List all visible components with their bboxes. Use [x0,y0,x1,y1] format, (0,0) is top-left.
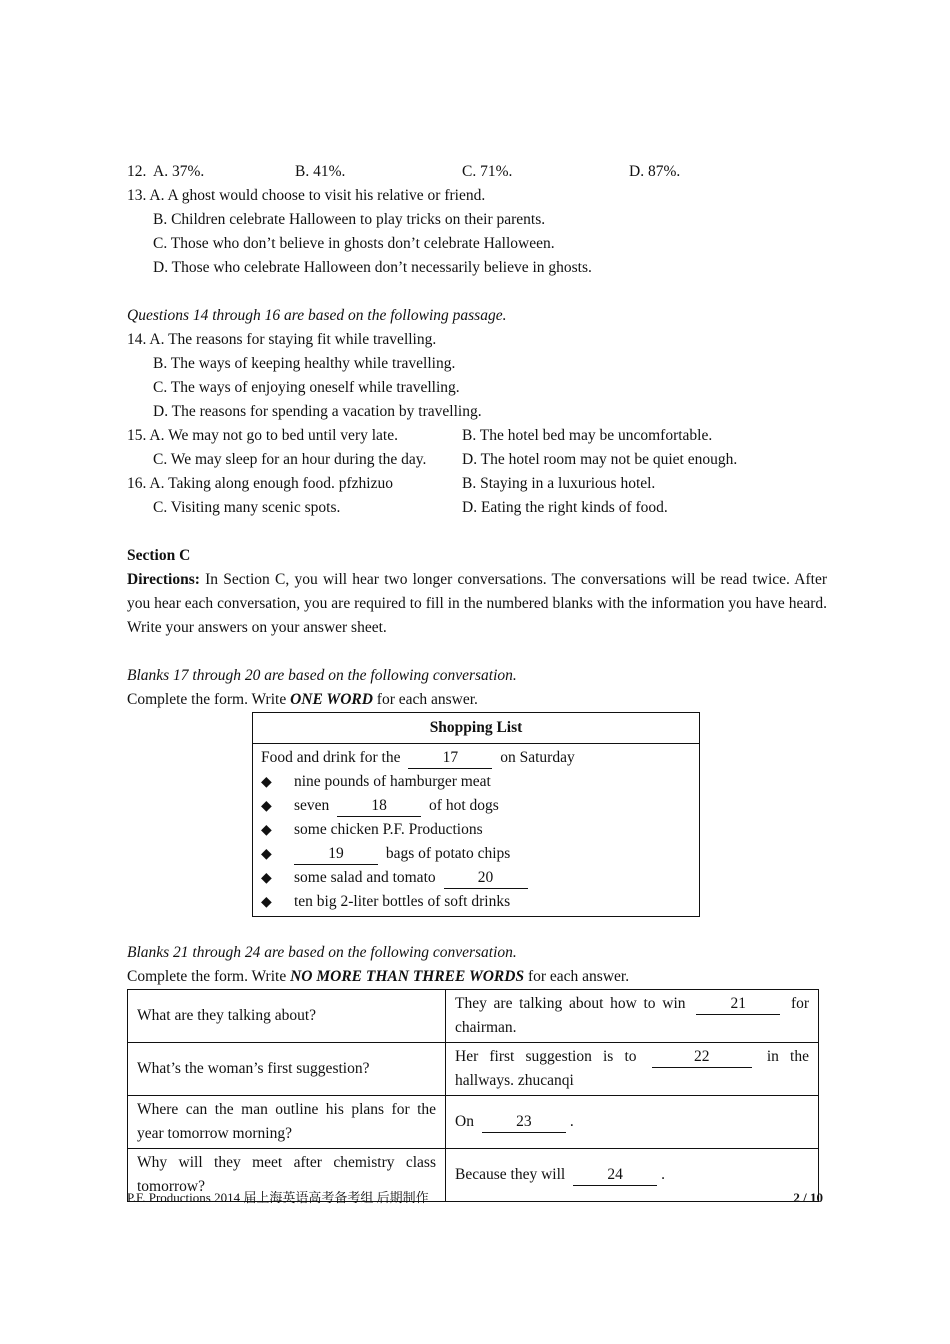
conversation-intro-21-24: Blanks 21 through 24 are based on the following conversation. [127,944,517,961]
option-d: D. 87%. [629,163,681,180]
blank-20: 20 [444,868,528,889]
question-number: 12. [127,163,147,180]
section-c-directions [127,568,827,640]
answer-cell: Her first suggestion is to 22 in the hallways. zhucanqi [446,1043,819,1096]
question-cell: Why will they meet after chemistry class tomorrow? [128,1149,446,1202]
option-b: B. Staying in a luxurious hotel. [462,475,656,492]
blank-24: 24 [573,1165,657,1186]
blank-19: 19 [294,844,378,865]
option-b: B. The hotel bed may be uncomfortable. [462,427,713,444]
blank-18: 18 [337,796,421,817]
form-instruction-17-20: Complete the form. Write ONE WORD for each answer. [127,691,478,708]
table-row [128,1096,819,1149]
shopping-list-table [252,712,700,917]
option-a: A. We may not go to bed until very late. [149,427,398,444]
table-row [128,1043,819,1096]
directions-text: In Section C, you will hear two longer conversations. The conversations will be read twice. After you hear each conversation, you are required to fill in the numbered blanks with the information you have heard. Write your answers on your answer sheet. [127,571,827,636]
bullet-diamond-icon: ◆ [261,799,272,814]
option-d: D. Those who celebrate Halloween don’t necessarily believe in ghosts. [153,259,592,276]
question-number: 15. [127,427,147,444]
exam-page [127,160,827,1202]
option-c: C. We may sleep for an hour during the day. [153,451,427,468]
question-15 [127,424,827,472]
list-item: ◆ some chicken P.F. Productions [261,818,691,842]
qa-form-table [127,989,819,1202]
option-b: B. Children celebrate Halloween to play tricks on their parents. [153,211,546,228]
question-number: 13. [127,187,147,204]
bullet-diamond-icon: ◆ [261,775,272,790]
option-d: D. The reasons for spending a vacation by travelling. [153,403,482,420]
answer-cell: On 23 . [446,1096,819,1149]
option-b: B. 41%. [295,163,346,180]
option-b: B. The ways of keeping healthy while travelling. [153,355,456,372]
option-a: A. 37%. [153,163,205,180]
bullet-diamond-icon: ◆ [261,871,272,886]
question-13 [127,184,827,280]
section-c-title: Section C [127,547,191,564]
option-c: C. The ways of enjoying oneself while travelling. [153,379,460,396]
option-a: A. The reasons for staying fit while travelling. [149,331,437,348]
footer-credit: P.F. Productions 2014 届上海英语高考备考组 后期制作 [127,1190,429,1205]
list-item: ◆ some salad and tomato 20 [261,866,691,890]
question-cell: What are they talking about? [128,990,446,1043]
shopping-list-title: Shopping List [253,713,700,744]
table-row [128,990,819,1043]
option-d: D. Eating the right kinds of food. [462,499,668,516]
shopping-list-heading-line: Food and drink for the 17 on Saturday [261,746,691,770]
list-item: ◆ 19 bags of potato chips [261,842,691,866]
option-c: C. 71%. [462,163,513,180]
question-cell: What’s the woman’s first suggestion? [128,1043,446,1096]
question-cell: Where can the man outline his plans for the year tomorrow morning? [128,1096,446,1149]
question-number: 14. [127,331,147,348]
conversation-intro-17-20: Blanks 17 through 20 are based on the following conversation. [127,667,517,684]
blank-21: 21 [696,994,780,1015]
list-item: ◆ nine pounds of hamburger meat [261,770,691,794]
question-16 [127,472,827,520]
directions-label: Directions: [127,571,200,588]
blank-17: 17 [408,748,492,769]
option-c: C. Those who don’t believe in ghosts don’t celebrate Halloween. [153,235,555,252]
question-number: 16. [127,475,147,492]
option-a: A. Taking along enough food. pfzhizuo [149,475,393,492]
answer-cell: They are talking about how to win 21 for chairman. [446,990,819,1043]
bullet-diamond-icon: ◆ [261,823,272,838]
option-d: D. The hotel room may not be quiet enough. [462,451,738,468]
question-14 [127,328,827,424]
page-footer [127,1188,823,1208]
passage-intro: Questions 14 through 16 are based on the following passage. [127,307,507,324]
list-item: ◆ ten big 2-liter bottles of soft drinks [261,890,691,914]
question-12 [127,160,827,184]
option-c: C. Visiting many scenic spots. [153,499,341,516]
answer-cell: Because they will 24 . [446,1149,819,1202]
form-instruction-21-24: Complete the form. Write NO MORE THAN THREE WORDS for each answer. [127,968,630,985]
option-a: A. A ghost would choose to visit his relative or friend. [149,187,486,204]
list-item: ◆ seven 18 of hot dogs [261,794,691,818]
page-number: 2 / 10 [793,1190,823,1205]
bullet-diamond-icon: ◆ [261,847,272,862]
blank-23: 23 [482,1112,566,1133]
bullet-diamond-icon: ◆ [261,895,272,910]
blank-22: 22 [652,1047,752,1068]
